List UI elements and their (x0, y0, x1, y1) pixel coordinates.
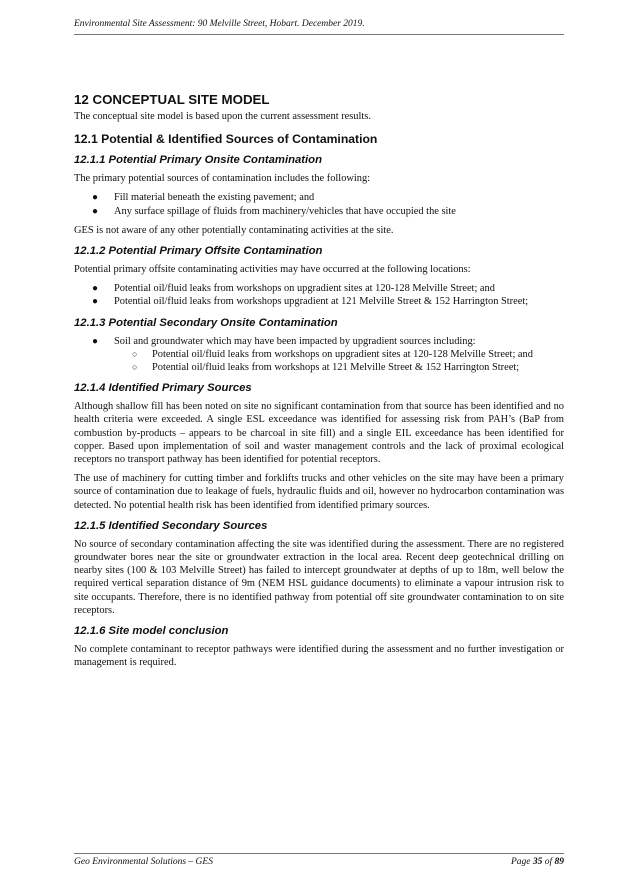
bullet-icon: ● (92, 296, 99, 308)
list-item: ● Soil and groundwater which may have been impacted by upgradient sources including: ○ Potential oil/fluid leaks from workshops on upgradient sites at 120-128 Melville Street; and ○ Potential oil/fluid leaks from workshops at 121 Melville Street & 152 Harrington Street; (74, 335, 564, 375)
bullet-icon: ● (92, 283, 99, 295)
page-content (74, 92, 564, 675)
section-12-1-2-heading: 12.1.2 Potential Primary Offsite Contamination (74, 245, 323, 258)
circle-bullet-icon: ○ (132, 348, 138, 359)
section-12-1-6-heading: 12.1.6 Site model conclusion (74, 625, 229, 638)
section-12-1-6-paragraph: No complete contaminant to receptor pathways were identified during the assessment and no further investigation or management is required. (74, 644, 564, 669)
list-item: ● Any surface spillage of fluids from machinery/vehicles that have occupied the site (92, 205, 456, 217)
page-header: Environmental Site Assessment: 90 Melville Street, Hobart. December 2019. (74, 19, 564, 35)
section-12-1-1-heading: 12.1.1 Potential Primary Onsite Contamination (74, 154, 322, 167)
list-item: ● Potential oil/fluid leaks from workshops on upgradient sites at 120-128 Melville Street; and (92, 283, 495, 295)
section-12-1-3-sublist (114, 348, 564, 374)
section-12-1-2-list (74, 282, 564, 308)
page-footer (74, 853, 564, 867)
section-12-1-4-paragraph-1: Although shallow fill has been noted on site no significant contamination from that source has been identified and no health criteria were exceeded. A single ESL exceedance was identified for assessing risk from PAH’s (BaP from combustion by-products – appears to be charcoal in site fill) and a single EIL exceedance has been identified for copper. Based upon implementation of soil and waster management controls and the lack of proximal ecological receptors no transport pathway has been identified for potential receptors. (74, 401, 564, 466)
section-12-1-1-list (74, 191, 564, 217)
circle-bullet-icon: ○ (132, 362, 138, 373)
bullet-icon: ● (92, 335, 99, 347)
section-12-1-3-list (74, 335, 564, 375)
section-12-1-1-after: GES is not aware of any other potentially contaminating activities at the site. (74, 224, 394, 236)
list-item: ● Fill material beneath the existing pavement; and (92, 192, 315, 204)
section-12-intro: The conceptual site model is based upon the current assessment results. (74, 111, 371, 122)
section-12-1-2-intro: Potential primary offsite contaminating activities may have occurred at the following locations: (74, 264, 471, 276)
list-item: ○ Potential oil/fluid leaks from workshops on upgradient sites at 120-128 Melville Street; and (132, 348, 533, 360)
section-12-1-1-intro: The primary potential sources of contamination includes the following: (74, 173, 371, 185)
section-12-1-4-paragraph-2: The use of machinery for cutting timber and forklifts trucks and other vehicles on the site may have been a primary source of contamination due to leakage of fuels, hydraulic fluids and oil, however no hydrocarbon contamination was detected. No potential health risk has been identified from identified primary sources. (74, 473, 564, 511)
page-number: Page 35 of 89 (510, 857, 564, 867)
list-item: ● Potential oil/fluid leaks from workshops upgradient at 121 Melville Street & 152 Harrington Street; (92, 296, 529, 308)
section-12-1-5-paragraph: No source of secondary contamination affecting the site was identified during the assessment. There are no registered groundwater bores near the site or groundwater extraction in the local area. Recent deep geotechnical drilling on nearby sites (100 & 103 Melville Street) has failed to intercept groundwater at depths of up to 18m, well below the required vertical separation distance of 9m (NEM HSL guidance documents) to eliminate a vapour intrusion risk to site occupants. Therefore, there is no identified pathway from potential off site groundwater contamination to on site receptors. (74, 538, 564, 616)
section-12-heading: 12 CONCEPTUAL SITE MODEL (74, 92, 270, 107)
footer-company: Geo Environmental Solutions – GES (74, 857, 213, 867)
section-12-1-heading: 12.1 Potential & Identified Sources of Contamination (74, 132, 378, 147)
bullet-icon: ● (92, 205, 99, 217)
section-12-1-4-heading: 12.1.4 Identified Primary Sources (74, 382, 252, 395)
list-item: ○ Potential oil/fluid leaks from workshops at 121 Melville Street & 152 Harrington Street; (132, 362, 520, 374)
bullet-icon: ● (92, 192, 99, 204)
section-12-1-5-heading: 12.1.5 Identified Secondary Sources (74, 519, 268, 532)
section-12-1-3-heading: 12.1.3 Potential Secondary Onsite Contamination (74, 316, 338, 329)
